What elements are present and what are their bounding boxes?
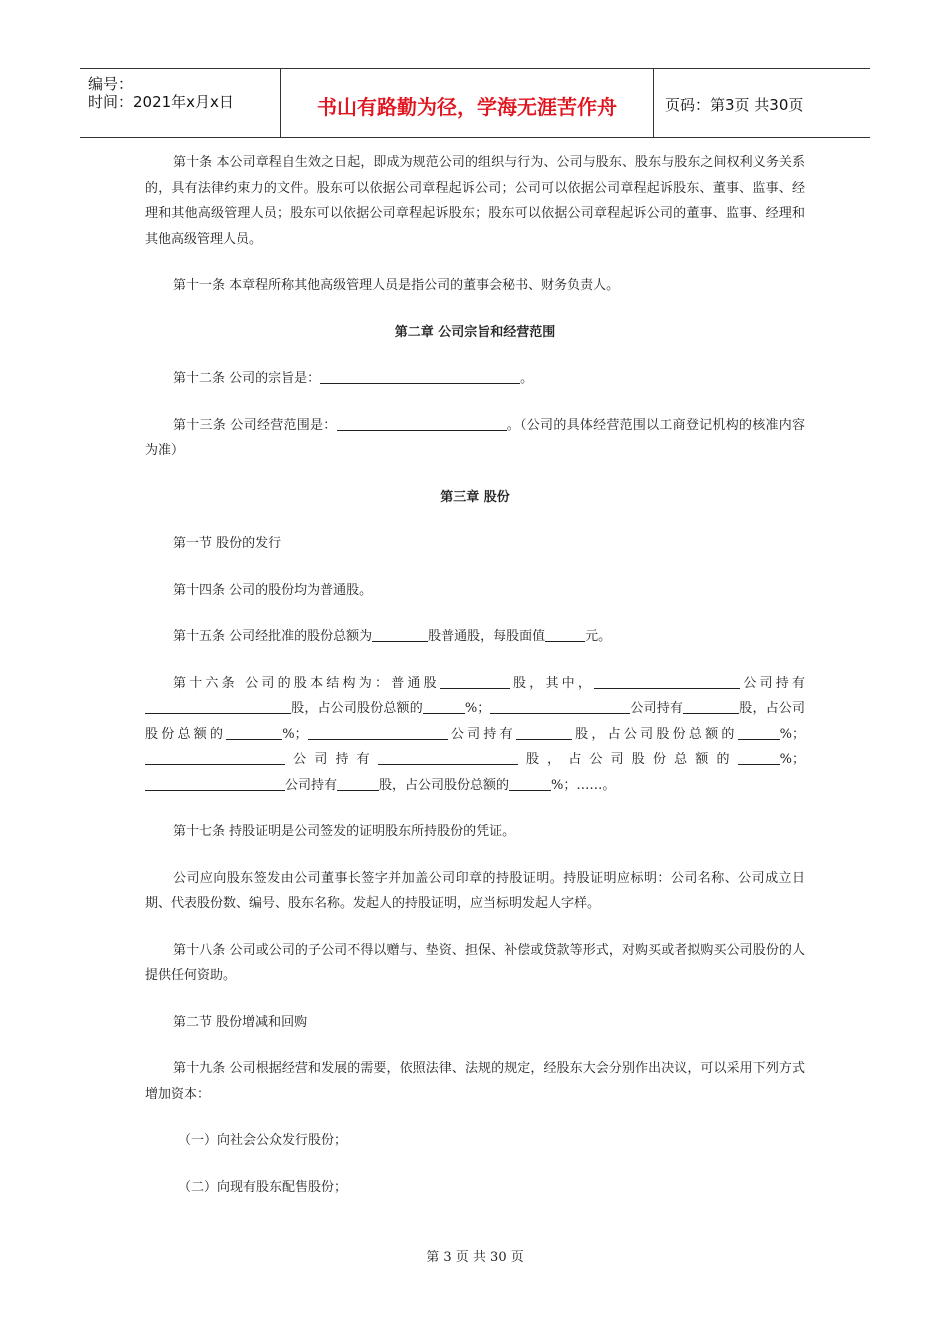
document-number-label: 编号： bbox=[88, 75, 134, 93]
article-16-text: 公司持有 bbox=[285, 777, 338, 793]
fill-blank bbox=[738, 750, 780, 765]
article-16-text: 股，占公司股份总额的 bbox=[291, 701, 423, 716]
article-12-end: 。 bbox=[520, 371, 534, 386]
fill-blank bbox=[337, 776, 379, 791]
fill-blank bbox=[320, 369, 520, 384]
fill-blank bbox=[545, 627, 585, 642]
article-16-text: 公司持有 bbox=[630, 701, 684, 716]
fill-blank bbox=[378, 750, 518, 765]
fill-blank bbox=[683, 699, 739, 714]
article-12 bbox=[145, 366, 805, 392]
fill-blank bbox=[337, 416, 507, 431]
article-19: 第十九条 公司根据经营和发展的需要，依照法律、法规的规定，经股东大会分别作出决议，可以采用下列方式增加资本： bbox=[145, 1061, 805, 1102]
article-17: 第十七条 持股证明是公司签发的证明股东所持股份的凭证。 bbox=[173, 824, 516, 839]
fill-blank bbox=[145, 776, 285, 791]
article-15-end: 元。 bbox=[585, 629, 612, 644]
page-footer: 第 3 页 共 30 页 bbox=[426, 1250, 524, 1265]
article-16-text: 第十六条 公司的股本结构为：普通股 bbox=[173, 675, 440, 691]
article-12-text: 第十二条 公司的宗旨是： bbox=[173, 371, 321, 386]
fill-blank bbox=[594, 674, 740, 689]
fill-blank bbox=[226, 725, 282, 740]
fill-blank bbox=[516, 725, 572, 740]
article-16-text: 股，占公司股份总额的 bbox=[145, 701, 805, 742]
list-item: （一）向社会公众发行股份； bbox=[178, 1133, 348, 1148]
article-13-end: 。（公司的具体经营范围以工商登记机构的核准内容为准） bbox=[145, 417, 805, 458]
section-2-heading: 第二节 股份增减和回购 bbox=[173, 1014, 308, 1030]
article-16 bbox=[145, 671, 805, 799]
article-16-text: 股，占公司股份总额的 bbox=[571, 726, 738, 742]
article-16-text: %； bbox=[282, 726, 308, 742]
header-meta-cell bbox=[80, 69, 280, 137]
fill-blank bbox=[509, 776, 551, 791]
article-10: 第十条 本公司章程自生效之日起，即成为规范公司的组织与行为、公司与股东、股东与股东之间权利义务关系的，具有法律约束力的文件。股东可以依据公司章程起诉公司；公司可以依据公司章程起诉股东、董事、监事、经理和其他高级管理人员；股东可以依据公司章程起诉股东；股东可以依据公司章程起诉公司的董事、监事、经理和其他高级管理人员。 bbox=[145, 155, 805, 247]
fill-blank bbox=[145, 699, 291, 714]
document-time-label: 时间：2021年x月x日 bbox=[88, 93, 234, 111]
fill-blank bbox=[372, 627, 428, 642]
fill-blank bbox=[423, 699, 465, 714]
article-16-text: 公司持有 bbox=[740, 675, 805, 691]
article-16-text: 股，占公司股份总额的 bbox=[517, 752, 738, 767]
article-13 bbox=[145, 413, 805, 464]
article-15 bbox=[145, 624, 805, 650]
article-16-text: 股，占公司股份总额的 bbox=[379, 777, 510, 793]
list-item: （二）向现有股东配售股份； bbox=[178, 1179, 348, 1195]
article-13-text: 第十三条 公司经营范围是： bbox=[173, 417, 337, 433]
article-14: 第十四条 公司的股份均为普通股。 bbox=[173, 582, 373, 598]
article-17-paragraph-2: 公司应向股东签发由公司董事长签字并加盖公司印章的持股证明。持股证明应标明：公司名称、公司成立日期、代表股份数、编号、股东名称。发起人的持股证明，应当标明发起人字样。 bbox=[145, 870, 805, 911]
fill-blank bbox=[308, 725, 448, 740]
page-header bbox=[80, 68, 870, 138]
article-15-text: 第十五条 公司经批准的股份总额为 bbox=[173, 629, 373, 644]
section-1-heading: 第一节 股份的发行 bbox=[173, 536, 282, 551]
chapter-2-heading: 第二章 公司宗旨和经营范围 bbox=[394, 324, 556, 340]
header-motto-cell bbox=[280, 69, 654, 137]
chapter-3-heading: 第三章 股份 bbox=[440, 489, 510, 505]
article-16-end: %；……。 bbox=[551, 777, 616, 793]
article-16-text: 股，其中， bbox=[509, 675, 595, 691]
article-16-text: 公司持有 bbox=[447, 726, 516, 742]
fill-blank bbox=[738, 725, 780, 740]
article-11: 第十一条 本章程所称其他高级管理人员是指公司的董事会秘书、财务负责人。 bbox=[173, 278, 620, 293]
header-page-number: 页码：第3页 共30页 bbox=[665, 96, 804, 114]
header-page-cell bbox=[653, 69, 870, 137]
article-16-text: %； bbox=[779, 726, 805, 742]
fill-blank bbox=[440, 674, 510, 689]
fill-blank bbox=[490, 699, 630, 714]
article-15-text-2: 股普通股，每股面值 bbox=[428, 629, 546, 644]
header-motto: 书山有路勤为径，学海无涯苦作舟 bbox=[317, 95, 617, 119]
article-16-text: %； bbox=[779, 752, 805, 767]
fill-blank bbox=[145, 750, 285, 765]
document-body bbox=[145, 150, 805, 1221]
article-16-text: %； bbox=[464, 701, 491, 716]
article-16-text: 公司持有 bbox=[285, 752, 378, 767]
article-18: 第十八条 公司或公司的子公司不得以赠与、垫资、担保、补偿或贷款等形式，对购买或者拟购买公司股份的人提供任何资助。 bbox=[145, 942, 805, 983]
